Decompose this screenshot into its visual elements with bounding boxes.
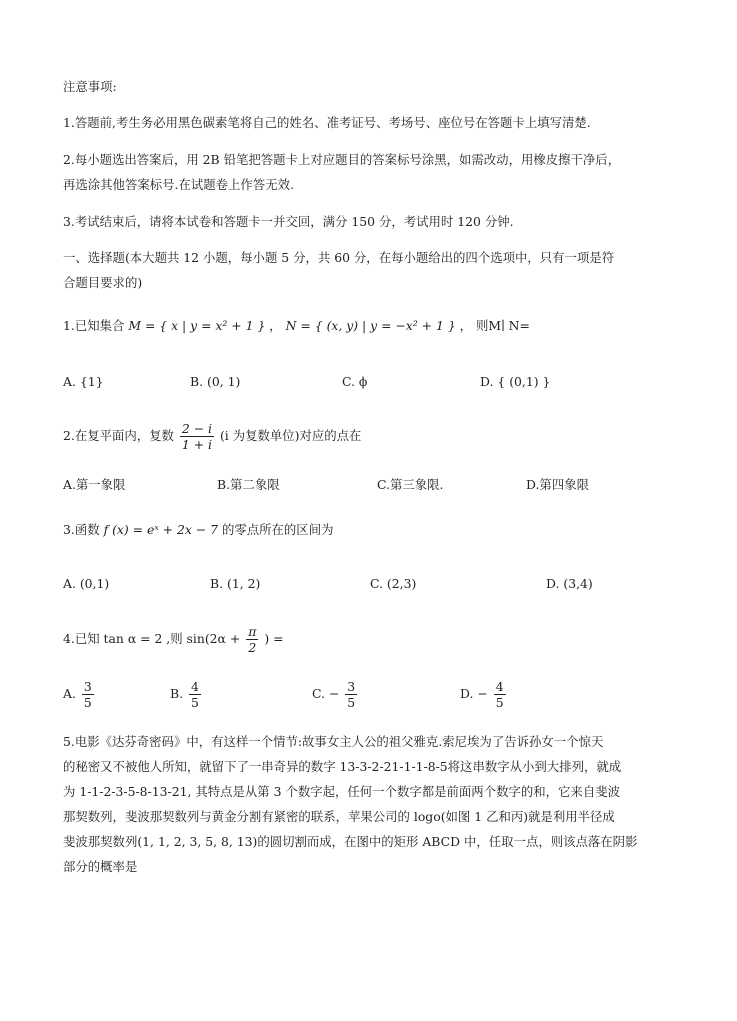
q4-option-a-fraction (82, 679, 94, 710)
note-3: 3.考试结束后，请将本试卷和答题卡一并交回，满分 150 分，考试用时 120 分钟. (63, 214, 514, 229)
q4-option-a-den: 5 (83, 695, 92, 710)
note-1: 1.答题前,考生务必用黑色碳素笔将自己的姓名、准考证号、考场号、座位号在答题卡上填写清楚. (63, 115, 591, 130)
question-2-stem (63, 418, 361, 454)
q2-frac-num: 2 − i (181, 421, 213, 436)
q4-option-d-fraction (494, 679, 506, 710)
q4-option-c (312, 676, 359, 712)
q2-option-c: C.第三象限. (377, 477, 444, 492)
q4-prefix: 4.已知 tan α = 2 ,则 sin(2α + (63, 631, 241, 646)
q1-option-d: D. { (0,1) } (480, 374, 551, 389)
q4-option-c-fraction (345, 679, 357, 710)
q3-option-a: A. (0,1) (63, 576, 110, 591)
q2-fraction (180, 421, 214, 452)
q4-option-b-fraction (189, 679, 201, 710)
question-5-line2: 的秘密又不被他人所知，就留下了一串奇异的数字 13-3-2-21-1-1-8-5将这串数字从小到大排列，就成 (63, 759, 622, 774)
q4-option-b (170, 676, 203, 712)
q3-function: f (x) = eˣ + 2x − 7 (103, 522, 219, 537)
question-5-line6: 部分的概率是 (63, 859, 138, 874)
question-3-stem (63, 522, 333, 538)
q4-frac-den: 2 (248, 640, 257, 655)
q4-option-c-label: C. (312, 686, 325, 701)
question-5-line5: 斐波那契数列(1, 1, 2, 3, 5, 8, 13)的圆切割而成，在图中的矩形 ABCD 中，任取一点，则该点落在阴影 (63, 834, 638, 849)
q4-option-c-num: 3 (347, 679, 356, 694)
question-4-stem (63, 621, 283, 657)
question-1-stem: 1.已知集合 M = { x | y = x² + 1 } ， N = { (x, y) | y = −x² + 1 } ， 则M∣ N= (63, 318, 530, 333)
q4-option-b-den: 5 (191, 695, 199, 710)
q1-prefix: 1.已知集合 (63, 318, 125, 333)
section-title-line1: 一、选择题(本大题共 12 小题，每小题 5 分，共 60 分，在每小题给出的四个选项中，只有一项是符 (63, 250, 615, 265)
note-2: 2.每小题选出答案后，用 2B 铅笔把答题卡上对应题目的答案标号涂黑，如需改动，用橡皮擦干净后， (63, 152, 621, 167)
q2-suffix: (i 为复数单位)对应的点在 (219, 428, 362, 443)
q2-frac-den: 1 + i (181, 437, 213, 452)
q3-option-b: B. (1, 2) (210, 576, 261, 591)
q4-option-c-sign: − (328, 686, 340, 701)
q3-suffix: 的零点所在的区间为 (221, 522, 334, 537)
q4-option-c-den: 5 (347, 695, 356, 710)
question-5-line3: 为 1-1-2-3-5-8-13-21, 其特点是从第 3 个数字起，任何一个数字都是前面两个数字的和，它来自斐波 (63, 784, 620, 799)
q2-option-b: B.第二象限 (217, 477, 280, 492)
q4-option-b-num: 4 (191, 679, 199, 694)
q2-option-d: D.第四象限 (526, 477, 589, 492)
q4-option-d (460, 676, 508, 712)
q4-option-a (63, 676, 96, 712)
section-title-line2: 合题目要求的) (63, 275, 143, 290)
q1-suffix: ， 则M∣ N= (459, 318, 530, 333)
note-2-cont: 再选涂其他答案标号.在试题卷上作答无效. (63, 177, 294, 192)
q1-set-n: N = { (x, y) | y = −x² + 1 } (285, 318, 456, 333)
q4-option-d-den: 5 (495, 695, 504, 710)
q4-option-a-num: 3 (83, 679, 92, 694)
question-5-line1: 5.电影《达芬奇密码》中，有这样一个情节:故事女主人公的祖父雅克.索尼埃为了告诉孙女一个惊天 (63, 734, 604, 749)
q4-option-d-sign: − (477, 686, 488, 701)
q2-prefix: 2.在复平面内，复数 (63, 428, 174, 443)
q4-suffix: ) = (264, 631, 284, 646)
q4-option-b-label: B. (170, 686, 184, 701)
q4-frac-num: π (248, 624, 257, 639)
q2-option-a: A.第一象限 (63, 477, 126, 492)
q1-option-b: B. (0, 1) (190, 374, 241, 389)
question-5-line4: 那契数列，斐波那契数列与黄金分割有紧密的联系，苹果公司的 logo(如图 1 乙和丙)就是利用半径成 (63, 809, 615, 824)
q1-option-a: A. {1} (63, 374, 104, 389)
q3-option-c: C. (2,3) (370, 576, 417, 591)
q4-option-a-label: A. (63, 686, 76, 701)
q3-option-d: D. (3,4) (546, 576, 593, 591)
notice-title: 注意事项: (63, 79, 117, 94)
q4-option-d-label: D. (460, 686, 474, 701)
q1-set-m: M = { x | y = x² + 1 } (128, 318, 266, 333)
q1-option-c: C. ϕ (342, 374, 368, 389)
q4-option-d-num: 4 (495, 679, 504, 694)
q3-prefix: 3.函数 (63, 522, 100, 537)
q4-fraction (246, 624, 258, 655)
